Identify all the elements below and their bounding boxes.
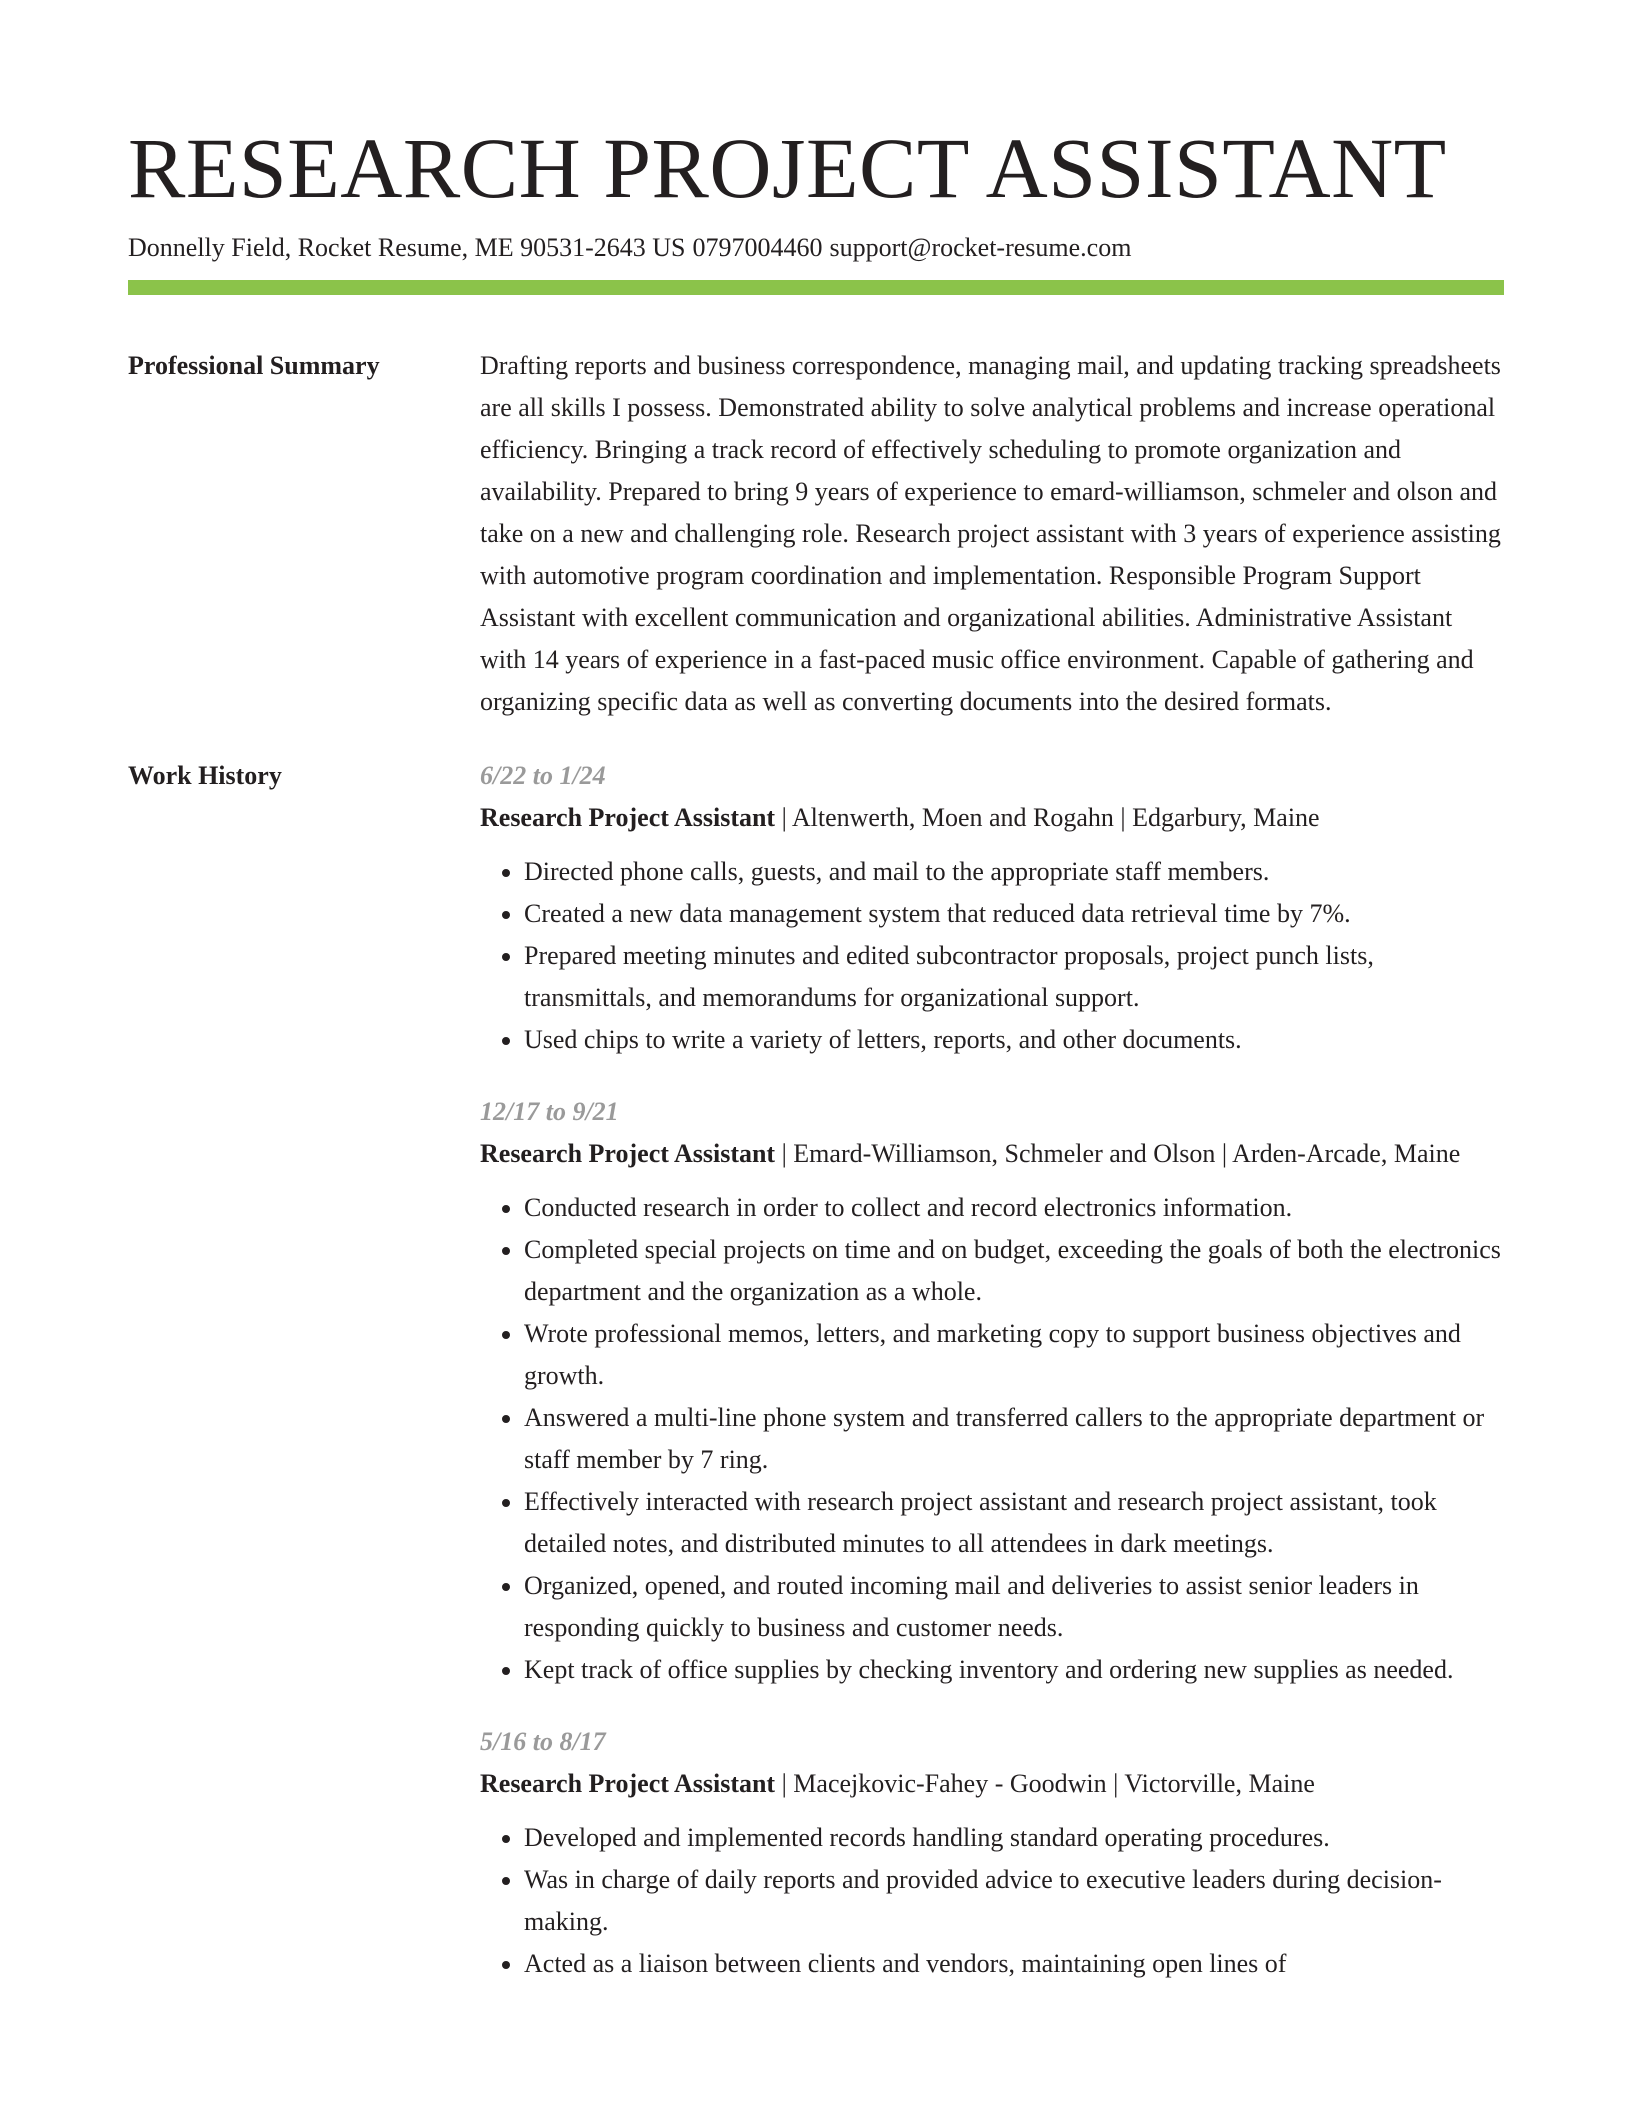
job-bullets [480,851,1504,1061]
job-entry [480,1091,1504,1691]
job-role: Research Project Assistant [480,1769,776,1798]
header-accent-rule [128,280,1504,295]
summary-text: Drafting reports and business correspondence, managing mail, and updating tracking spreadsheets are all skills I possess. Demonstrated ability to solve analytical problems and increase operational efficiency. Bringing a track record of effectively scheduling to promote organization and availability. Prepared to bring 9 years of experience to emard-williamson, schmeler and olson and take on a new and challenging role. Research project assistant with 3 years of experience assisting with automotive program coordination and implementation. Responsible Program Support Assistant with excellent communication and organizational abilities. Administrative Assistant with 14 years of experience in a fast-paced music office environment. Capable of gathering and organizing specific data as well as converting documents into the desired formats. [480,351,1501,716]
job-bullets [480,1817,1504,1985]
job-title-line [480,1763,1504,1805]
section-title-work-history: Work History [128,761,282,790]
job-role: Research Project Assistant [480,803,776,832]
section-title-summary: Professional Summary [128,351,380,380]
contact-phone: 0797004460 [692,233,823,262]
job-bullet: • Completed special projects on time and on budget, exceeding the goals of both the electronics department and the organization as a whole. [524,1229,1504,1313]
job-bullet: • Conducted research in order to collect and record electronics information. [524,1187,1504,1229]
job-bullet: • Kept track of office supplies by checking inventory and ordering new supplies as needed. [524,1649,1504,1691]
professional-summary-section [128,345,1504,723]
contact-line [128,232,1504,264]
job-dates: 12/17 to 9/21 [480,1097,619,1126]
job-bullet: • Created a new data management system that reduced data retrieval time by 7%. [524,893,1504,935]
resume-name-heading: RESEARCH PROJECT ASSISTANT [128,120,1447,216]
job-bullet: • Used chips to write a variety of letters, reports, and other documents. [524,1019,1504,1061]
job-bullet: • Developed and implemented records handling standard operating procedures. [524,1817,1504,1859]
work-history-section [128,755,1504,2015]
job-bullet: • Answered a multi-line phone system and transferred callers to the appropriate department or staff member by 7 ring. [524,1397,1504,1481]
job-bullet: • Directed phone calls, guests, and mail to the appropriate staff members. [524,851,1504,893]
job-dates: 6/22 to 1/24 [480,761,606,790]
contact-address: Donnelly Field, Rocket Resume, ME 90531-2643 US [128,233,686,262]
job-bullet: • Effectively interacted with research project assistant and research project assistant, took detailed notes, and distributed minutes to all attendees in dark meetings. [524,1481,1504,1565]
job-bullet: • Prepared meeting minutes and edited subcontractor proposals, project punch lists, transmittals, and memorandums for organizational support. [524,935,1504,1019]
job-dates: 5/16 to 8/17 [480,1727,606,1756]
work-history-body [480,755,1504,2015]
job-role: Research Project Assistant [480,1139,776,1168]
job-bullets [480,1187,1504,1691]
job-company-location: | Macejkovic-Fahey - Goodwin | Victorville, Maine [775,1769,1315,1798]
job-bullet: • Acted as a liaison between clients and vendors, maintaining open lines of [524,1943,1504,1985]
job-company-location: | Emard-Williamson, Schmeler and Olson | Arden-Arcade, Maine [775,1139,1461,1168]
job-bullet: • Organized, opened, and routed incoming mail and deliveries to assist senior leaders in responding quickly to business and customer needs. [524,1565,1504,1649]
resume-page [128,0,1504,2015]
job-entry [480,1721,1504,1985]
job-title-line [480,1133,1504,1175]
job-company-location: | Altenwerth, Moen and Rogahn | Edgarbury, Maine [775,803,1320,832]
contact-email: support@rocket-resume.com [829,233,1132,262]
job-bullet: • Was in charge of daily reports and provided advice to executive leaders during decision-making. [524,1859,1504,1943]
job-bullet: • Wrote professional memos, letters, and marketing copy to support business objectives and growth. [524,1313,1504,1397]
job-entry [480,755,1504,1061]
job-title-line [480,797,1504,839]
